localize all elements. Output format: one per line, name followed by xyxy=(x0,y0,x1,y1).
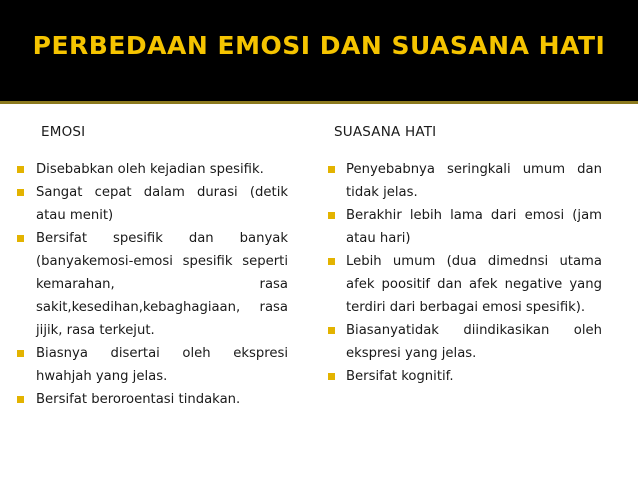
list-item xyxy=(12,181,288,227)
square-bullet-icon xyxy=(17,350,24,357)
emosi-column xyxy=(12,124,288,411)
list-item-text: Berakhir lebih lama dari emosi (jam atau hari) xyxy=(346,208,602,246)
list-item xyxy=(12,342,288,388)
list-item-text: Disebabkan oleh kejadian spesifik. xyxy=(36,162,264,177)
slide-title: PERBEDAAN EMOSI DAN SUASANA HATI xyxy=(32,31,606,60)
suasana-hati-column xyxy=(320,124,602,388)
square-bullet-icon xyxy=(328,258,335,265)
list-item-text: Sangat cepat dalam durasi (detik atau menit) xyxy=(36,185,288,223)
list-item-text: Penyebabnya seringkali umum dan tidak jelas. xyxy=(346,162,602,200)
list-item-text: Bersifat spesifik dan banyak (banyakemosi-emosi spesifik seperti kemarahan, rasa sakit,kesedihan,kebaghagiaan, rasa jijik, rasa terkejut. xyxy=(36,231,288,338)
square-bullet-icon xyxy=(17,235,24,242)
title-bar xyxy=(0,0,638,101)
square-bullet-icon xyxy=(17,396,24,403)
list-item-text: Bersifat kognitif. xyxy=(346,369,454,384)
square-bullet-icon xyxy=(328,373,335,380)
emosi-list xyxy=(12,158,288,411)
title-divider xyxy=(0,101,638,104)
list-item xyxy=(320,204,602,250)
list-item xyxy=(320,365,602,388)
list-item-text: Biasnya disertai oleh ekspresi hwahjah yang jelas. xyxy=(36,346,288,384)
square-bullet-icon xyxy=(328,327,335,334)
emosi-heading: EMOSI xyxy=(41,124,86,140)
list-item-text: Bersifat beroroentasi tindakan. xyxy=(36,392,241,407)
list-item xyxy=(320,250,602,319)
square-bullet-icon xyxy=(17,166,24,173)
square-bullet-icon xyxy=(328,166,335,173)
square-bullet-icon xyxy=(328,212,335,219)
suasana-hati-heading: SUASANA HATI xyxy=(334,124,437,140)
list-item xyxy=(320,158,602,204)
list-item xyxy=(12,158,288,181)
list-item xyxy=(320,319,602,365)
suasana-hati-list xyxy=(320,158,602,388)
list-item-text: Biasanyatidak diindikasikan oleh ekspresi yang jelas. xyxy=(346,323,602,361)
square-bullet-icon xyxy=(17,189,24,196)
list-item xyxy=(12,227,288,342)
list-item-text: Lebih umum (dua dimednsi utama afek poositif dan afek negative yang terdiri dari berbagai emosi spesifik). xyxy=(346,254,602,315)
list-item xyxy=(12,388,288,411)
